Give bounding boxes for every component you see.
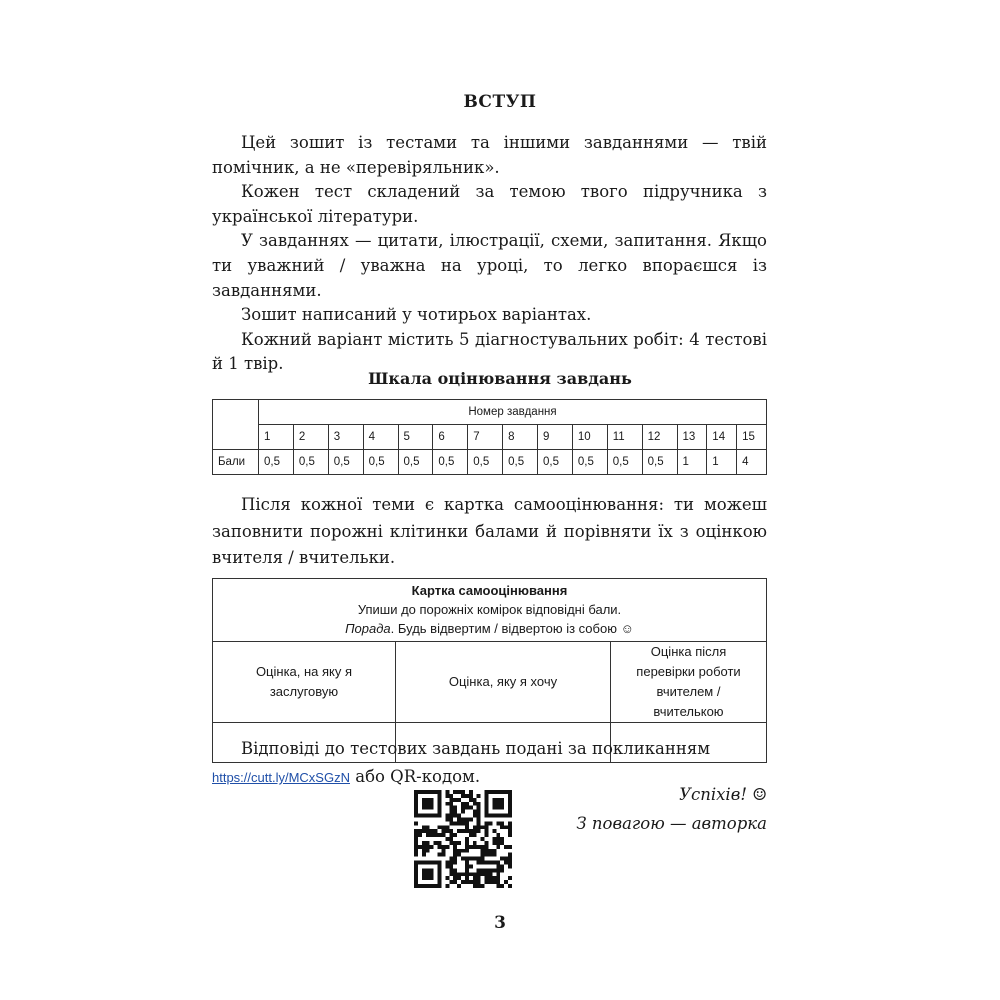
scale-header: Номер завдання [259,400,767,425]
scale-points-cell: 1 [677,450,707,475]
card-tip-text: . Будь відвертим / відвертою із собою ☺ [390,621,634,636]
card-instruction: Упиши до порожніх комірок відповідні бали. [357,602,622,617]
intro-text [212,131,767,377]
after-paragraph: Після кожної теми є картка самооцінювання: ти можеш заповнити порожні клітинки балами й порівняти їх з оцінкою вчителя / вчительки. [212,495,767,567]
scale-number-cell: 11 [607,425,642,450]
scale-header-row [213,400,767,425]
scale-number-cell: 9 [538,425,573,450]
scale-points-cell: 0,5 [607,450,642,475]
scale-number-cell: 2 [293,425,328,450]
answers-link[interactable]: https://cutt.ly/MCxSGzN [212,770,350,785]
scale-points-cell: 0,5 [642,450,677,475]
scale-number-cell: 15 [737,425,767,450]
scale-points-cell: 0,5 [398,450,433,475]
scale-points-cell: 0,5 [572,450,607,475]
scale-corner-cell [213,400,259,450]
scale-numbers-row [213,425,767,450]
page-title: ВСТУП [463,92,537,112]
closing-wish: Успіхів! ☺ [679,785,767,804]
scale-points-cell: 0,5 [259,450,294,475]
scale-points-cell: 1 [707,450,737,475]
card-header-row [213,579,767,642]
scale-points-cell: 0,5 [468,450,503,475]
scale-points-cell: 4 [737,450,767,475]
closing-signature: З повагою — авторка [576,814,767,833]
answers-qr-text: або QR-кодом. [355,767,481,786]
scale-number-cell: 12 [642,425,677,450]
intro-paragraph: Зошит написаний у чотирьох варіантах. [241,305,592,325]
intro-paragraph: У завданнях — цитати, ілюстрації, схеми, запитання. Якщо ти уважний / уважна на уроці, то легко впораєшся із завданнями. [212,231,767,300]
scale-points-row [213,450,767,475]
scale-number-cell: 3 [328,425,363,450]
scale-number-cell: 1 [259,425,294,450]
scale-number-cell: 14 [707,425,737,450]
card-columns-row [213,642,767,723]
answers-line: Відповіді до тестових завдань подані за покликанням [241,739,711,758]
scale-points-cell: 0,5 [538,450,573,475]
scale-table [212,399,767,475]
scale-title: Шкала оцінювання завдань [368,369,632,388]
scale-number-cell: 6 [433,425,468,450]
scale-number-cell: 7 [468,425,503,450]
intro-paragraph: Цей зошит із тестами та іншими завданнями — твій помічник, а не «перевіряльник». [212,133,767,177]
scale-number-cell: 13 [677,425,707,450]
intro-paragraph: Кожний варіант містить 5 діагностувальних робіт: 4 тестові й 1 твір. [212,329,767,374]
card-tip-label: Порада [345,621,391,636]
scale-row-label: Бали [213,450,259,475]
scale-points-cell: 0,5 [363,450,398,475]
card-col-teacher: Оцінка після перевірки роботи вчителем / вчителькою [611,642,767,723]
scale-points-cell: 0,5 [503,450,538,475]
scale-points-cell: 0,5 [293,450,328,475]
card-tip [213,619,766,638]
page-number: 3 [494,913,506,933]
scale-number-cell: 10 [572,425,607,450]
scale-number-cell: 5 [398,425,433,450]
intro-paragraph: Кожен тест складений за темою твого підручника з української літератури. [212,182,767,226]
scale-points-cell: 0,5 [433,450,468,475]
self-assessment-text [212,492,767,572]
card-col-want: Оцінка, яку я хочу [396,642,611,723]
card-header-cell [213,579,767,642]
scale-number-cell: 4 [363,425,398,450]
card-col-deserve: Оцінка, на яку я заслуговую [213,642,396,723]
qr-code-icon[interactable] [414,790,512,888]
closing [576,780,767,838]
scale-points-cell: 0,5 [328,450,363,475]
card-title: Картка самооцінювання [411,583,568,598]
scale-number-cell: 8 [503,425,538,450]
